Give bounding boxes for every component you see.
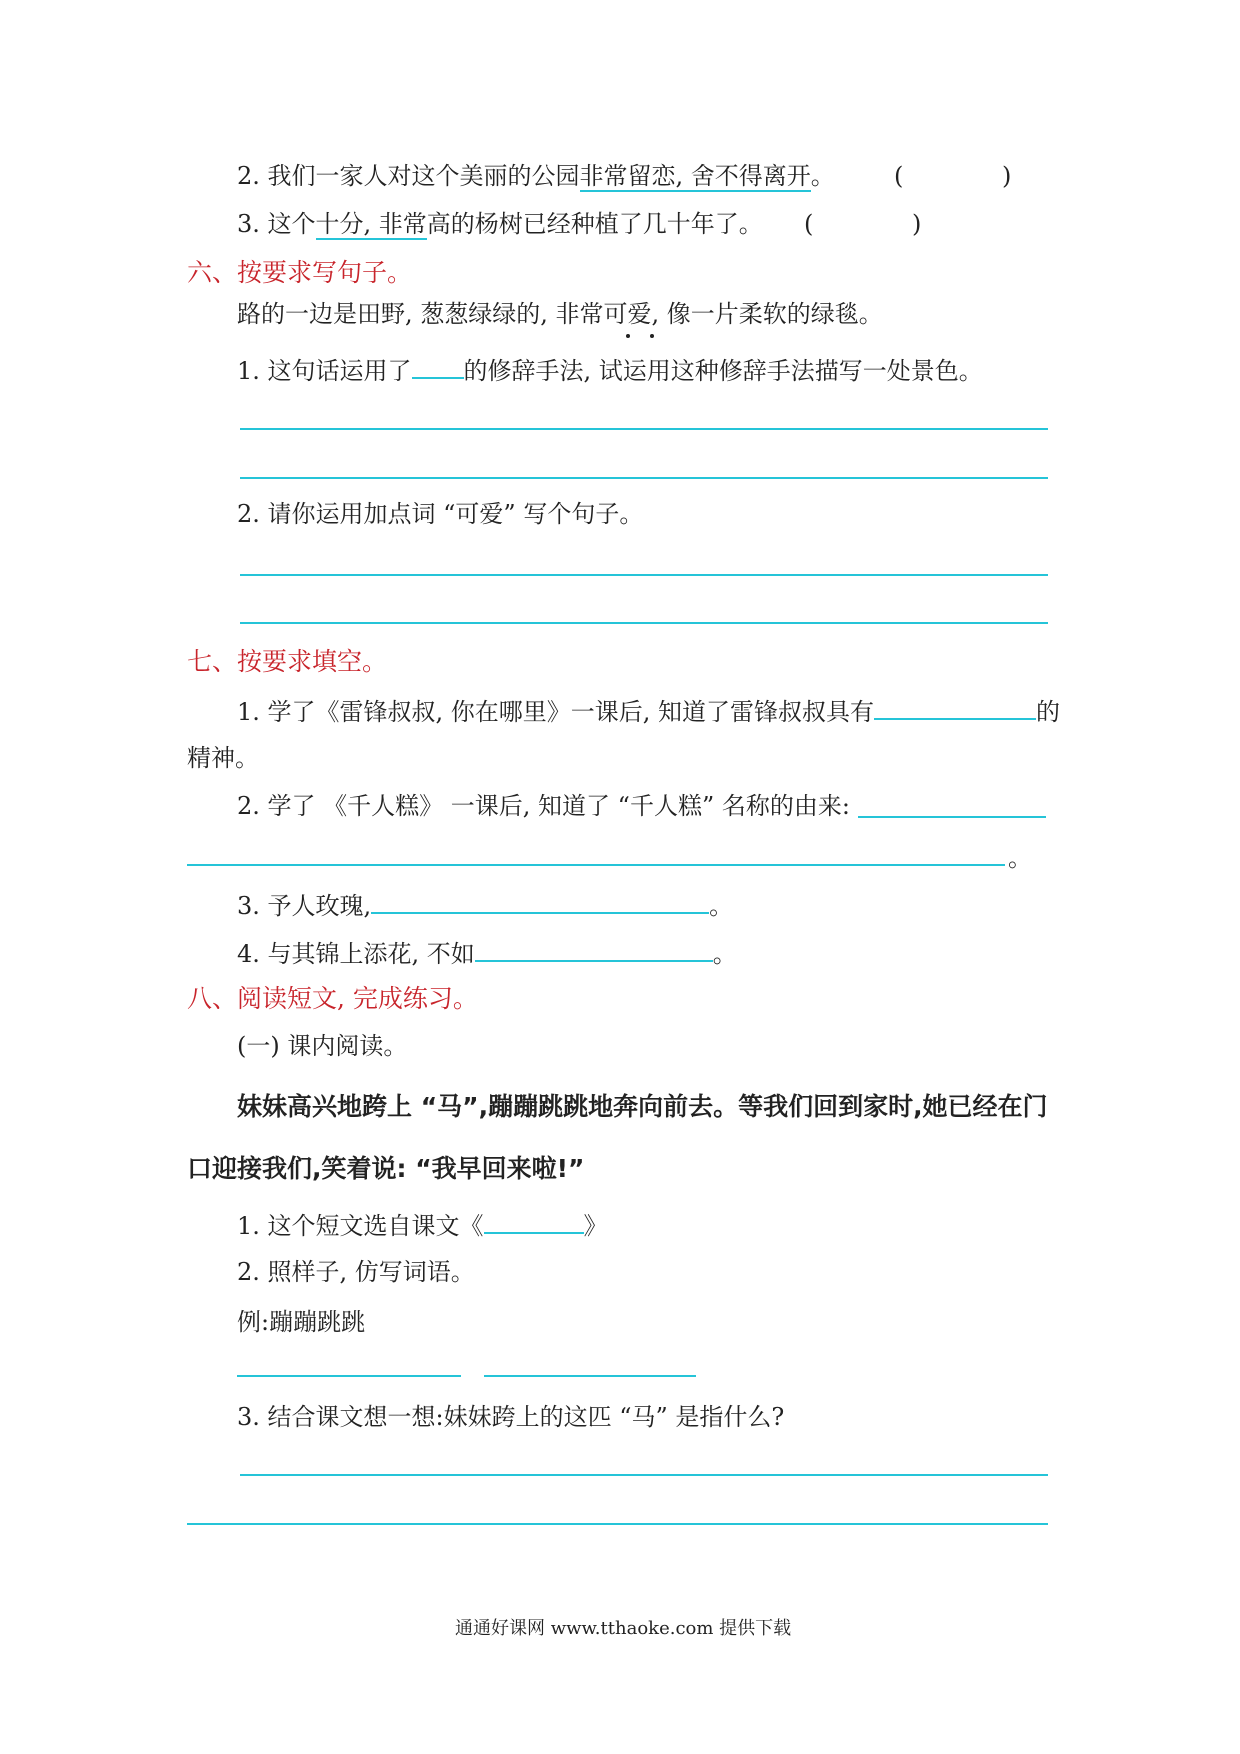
s7-q4-blank[interactable] [475,940,713,962]
s8-passage-line-2: 口迎接我们,笑着说: “我早回来啦!” [187,1154,585,1183]
s7-q4: 4. 与其锦上添花, 不如 。 [237,940,737,968]
s7-q3: 3. 予人玫瑰, 。 [237,892,734,920]
s5-q2-paren-open: ( [894,162,904,190]
s8-passage-line-1: 妹妹高兴地跨上 “马”,蹦蹦跳跳地奔向前去。等我们回到家时,她已经在门 [237,1092,1048,1121]
s7-q2-blank-2[interactable] [187,864,1005,866]
s6-q1-blank[interactable] [412,357,464,379]
answer-line[interactable] [240,1474,1048,1476]
s5-q3-underlined-2: 非常 [378,210,427,238]
answer-line[interactable] [240,622,1048,624]
footer-credit: 通通好课网 www.tthaoke.com 提供下载 [455,1618,792,1639]
s8-q2-example: 例:蹦蹦跳跳 [237,1308,366,1336]
s5-q3-underlined-1: 十分 [315,210,364,238]
s5-q2-paren-close: ) [1002,162,1012,190]
s7-q1-cont: 精神。 [187,744,259,772]
s7-q2-end: 。 [1008,844,1032,872]
s8-q2-blank-1[interactable] [237,1375,461,1377]
s6-q2: 2. 请你运用加点词 “可爱” 写个句子。 [237,500,644,528]
s8-q1: 1. 这个短文选自课文《 》 [237,1212,608,1240]
s7-q3-blank[interactable] [371,892,709,914]
answer-line[interactable] [240,574,1048,576]
s5-q2-underlined: 非常留恋, 舍不得离开 [579,162,811,190]
s5-q3-paren-open: ( [804,210,814,238]
emphasis-dot [626,334,630,338]
s7-heading: 七、按要求填空。 [187,647,388,676]
answer-line[interactable] [240,477,1048,479]
answer-line[interactable] [240,428,1048,430]
s6-heading: 六、按要求写句子。 [187,258,413,287]
s7-q2: 2. 学了 《千人糕》 一课后, 知道了 “千人糕” 名称的由来: [237,792,850,820]
s6-q1: 1. 这句话运用了 的修辞手法, 试运用这种修辞手法描写一处景色。 [237,357,983,385]
emphasis-dot [650,334,654,338]
s8-q2-blank-2[interactable] [484,1375,696,1377]
s7-q1: 1. 学了《雷锋叔叔, 你在哪里》一课后, 知道了雷锋叔叔具有 的 [237,698,1061,726]
s5-q2: 2. 我们一家人对这个美丽的公园非常留恋, 舍不得离开。 [237,162,835,190]
s8-q2: 2. 照样子, 仿写词语。 [237,1258,475,1286]
s5-q3: 3. 这个十分, 非常高的杨树已经种植了几十年了。 [237,210,763,238]
s8-sub: (一) 课内阅读。 [237,1032,408,1060]
s7-q1-blank[interactable] [874,698,1036,720]
s6-sentence: 路的一边是田野, 葱葱绿绿的, 非常可爱, 像一片柔软的绿毯。 [237,300,883,328]
answer-line[interactable] [187,1523,1048,1525]
s5-q3-paren-close: ) [912,210,922,238]
s8-q1-blank[interactable] [484,1212,584,1234]
s8-q3: 3. 结合课文想一想:妹妹跨上的这匹 “马” 是指什么? [237,1403,785,1431]
s8-heading: 八、阅读短文, 完成练习。 [187,984,478,1013]
s7-q2-blank[interactable] [858,816,1046,818]
